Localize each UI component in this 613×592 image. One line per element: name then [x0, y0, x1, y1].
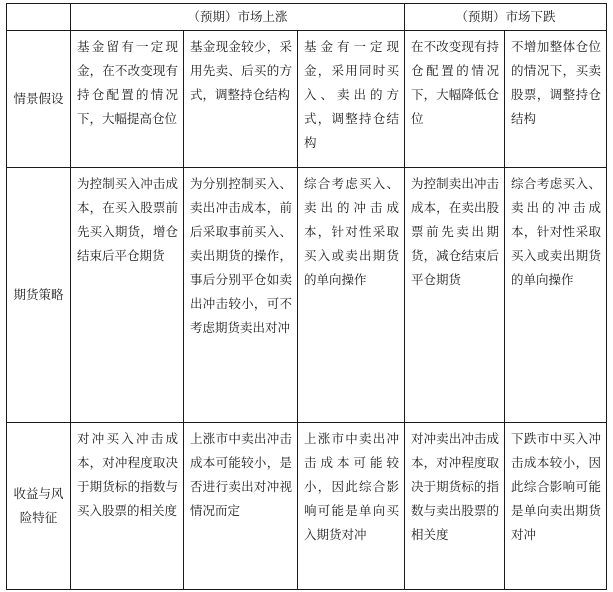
table-cell: 不增加整体仓位的情况下，买卖股票，调整持仓结构: [505, 31, 607, 168]
market-up-header: （预期）市场上涨: [71, 4, 405, 31]
table-row: [7, 31, 607, 168]
table-cell: 基金有一定现金，采用同时买入、卖出的方式，调整持仓结构: [298, 31, 405, 168]
table-cell: 综合考虑买入、卖出的冲击成本，针对性采取买入或卖出期货的单向操作: [298, 168, 405, 423]
row-label-return-risk: 收益与风险特征: [7, 423, 71, 590]
table-cell: 上涨市中卖出冲击成本可能较小，是否进行卖出对冲视情况而定: [184, 423, 298, 590]
table-cell: 为控制卖出冲击成本，在卖出股票前先卖出期货，减仓结束后平仓期货: [405, 168, 505, 423]
table-cell: 上涨市中卖出冲击成本可能较小，因此综合影响可能是单向买入期货对冲: [298, 423, 405, 590]
table-cell: 为控制买入冲击成本，在买入股票前先买入期货，增仓结束后平仓期货: [71, 168, 184, 423]
table-cell: 对冲买入冲击成本，对冲程度取决于期货标的指数与买入股票的相关度: [71, 423, 184, 590]
table-cell: 为分别控制买入、卖出冲击成本，前后采取事前买入、卖出期货的操作，事后分别平仓如卖出冲击较小，可不考虑期货卖出对冲: [184, 168, 298, 423]
corner-cell: [7, 4, 71, 31]
table-cell: 基金留有一定现金，在不改变现有持仓配置的情况下，大幅提高仓位: [71, 31, 184, 168]
table-cell: 综合考虑买入、卖出的冲击成本，针对性采取买入或卖出期货的单向操作: [505, 168, 607, 423]
header-row: [7, 4, 607, 31]
row-label-futures-strategy: 期货策略: [7, 168, 71, 423]
strategy-table: [6, 3, 607, 590]
table-row: [7, 423, 607, 590]
row-label-scenario: 情景假设: [7, 31, 71, 168]
table-cell: 下跌市中买入冲击成本较小，因此综合影响可能是单向卖出期货对冲: [505, 423, 607, 590]
table-cell: 基金现金较少，采用先卖、后买的方式，调整持仓结构: [184, 31, 298, 168]
market-down-header: （预期）市场下跌: [405, 4, 607, 31]
table-cell: 在不改变现有持仓配置的情况下，大幅降低仓位: [405, 31, 505, 168]
table-cell: 对冲卖出冲击成本，对冲程度取决于期货标的指数与卖出股票的相关度: [405, 423, 505, 590]
table-row: [7, 168, 607, 423]
